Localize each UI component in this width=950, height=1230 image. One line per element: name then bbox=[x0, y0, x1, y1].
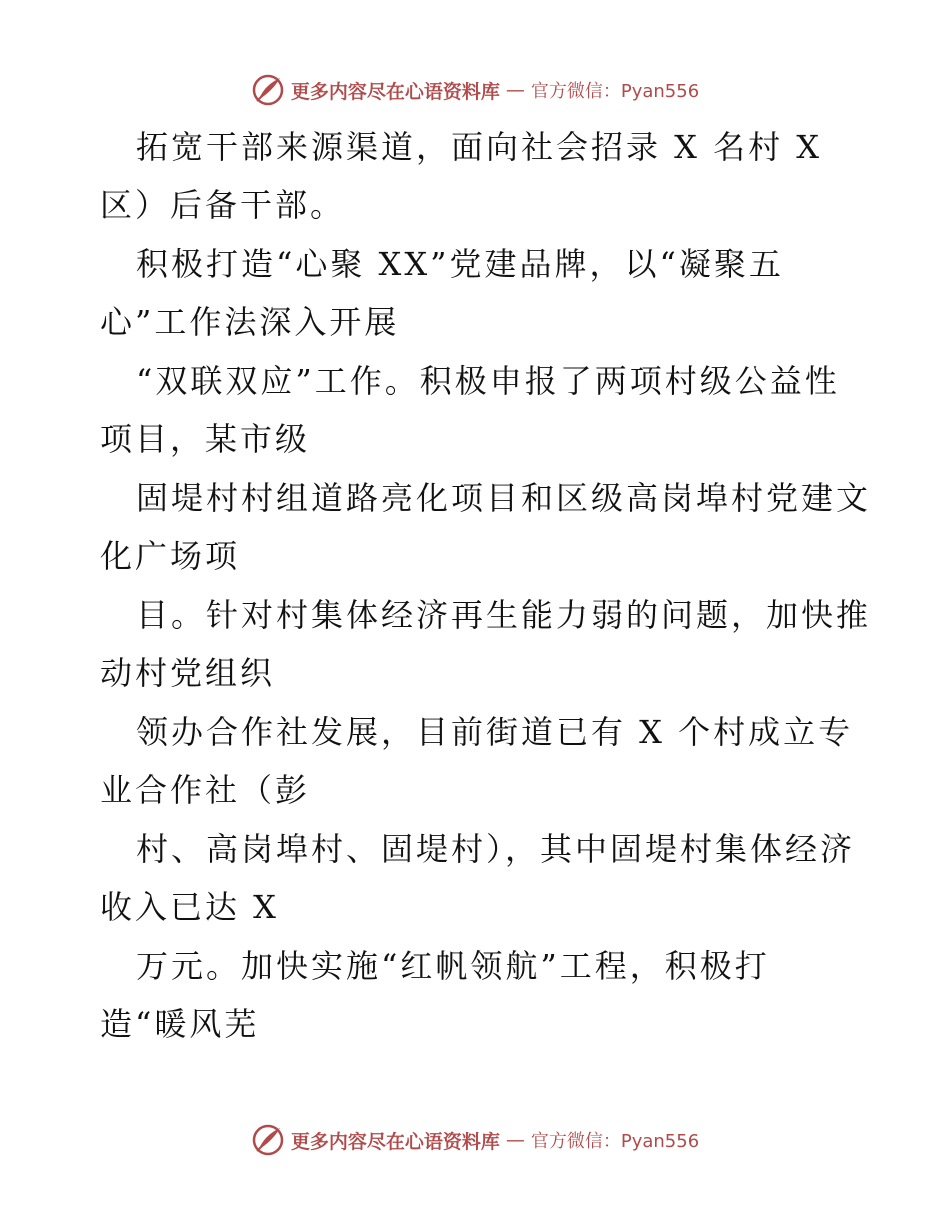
feather-pen-seal-icon bbox=[251, 73, 285, 107]
body-line: 动村党组织 bbox=[100, 654, 276, 692]
watermark-wechat-text: 官方微信：Pyan556 bbox=[530, 81, 700, 102]
body-line: 心”工作法深入开展 bbox=[100, 303, 400, 341]
watermark-site-text: 更多内容尽在心语资料库 bbox=[290, 80, 500, 103]
watermark-separator: — bbox=[505, 79, 525, 101]
body-line: 化广场项 bbox=[100, 537, 241, 575]
watermark-site-text: 更多内容尽在心语资料库 bbox=[290, 1130, 500, 1153]
body-line: 拓宽干部来源渠道，面向社会招录 X 名村 X bbox=[136, 128, 823, 166]
body-line: 固堤村村组道路亮化项目和区级高岗埠村党建文 bbox=[136, 479, 872, 517]
watermark-wechat-text: 官方微信：Pyan556 bbox=[530, 1131, 700, 1152]
body-line: 项目，某市级 bbox=[100, 420, 311, 458]
header-watermark bbox=[0, 70, 950, 110]
body-line: 积极打造“心聚 XX”党建品牌，以“凝聚五 bbox=[136, 245, 784, 283]
body-line: 领办合作社发展，目前街道已有 X 个村成立专 bbox=[136, 713, 854, 751]
body-line: 业合作社（彭 bbox=[100, 771, 311, 809]
body-line: 收入已达 X bbox=[100, 888, 279, 926]
body-line: 村、高岗埠村、固堤村），其中固堤村集体经济 bbox=[136, 830, 856, 868]
footer-watermark bbox=[0, 1120, 950, 1160]
feather-pen-seal-icon bbox=[251, 1123, 285, 1157]
body-line: 目。针对村集体经济再生能力弱的问题，加快推 bbox=[136, 596, 872, 634]
body-line: 区）后备干部。 bbox=[100, 186, 346, 224]
body-line: “双联双应”工作。积极申报了两项村级公益性 bbox=[136, 362, 840, 400]
body-line: 万元。加快实施“红帆领航”工程，积极打 bbox=[136, 947, 770, 985]
body-line: 造“暖风芜 bbox=[100, 1005, 260, 1043]
watermark-separator: — bbox=[505, 1129, 525, 1151]
